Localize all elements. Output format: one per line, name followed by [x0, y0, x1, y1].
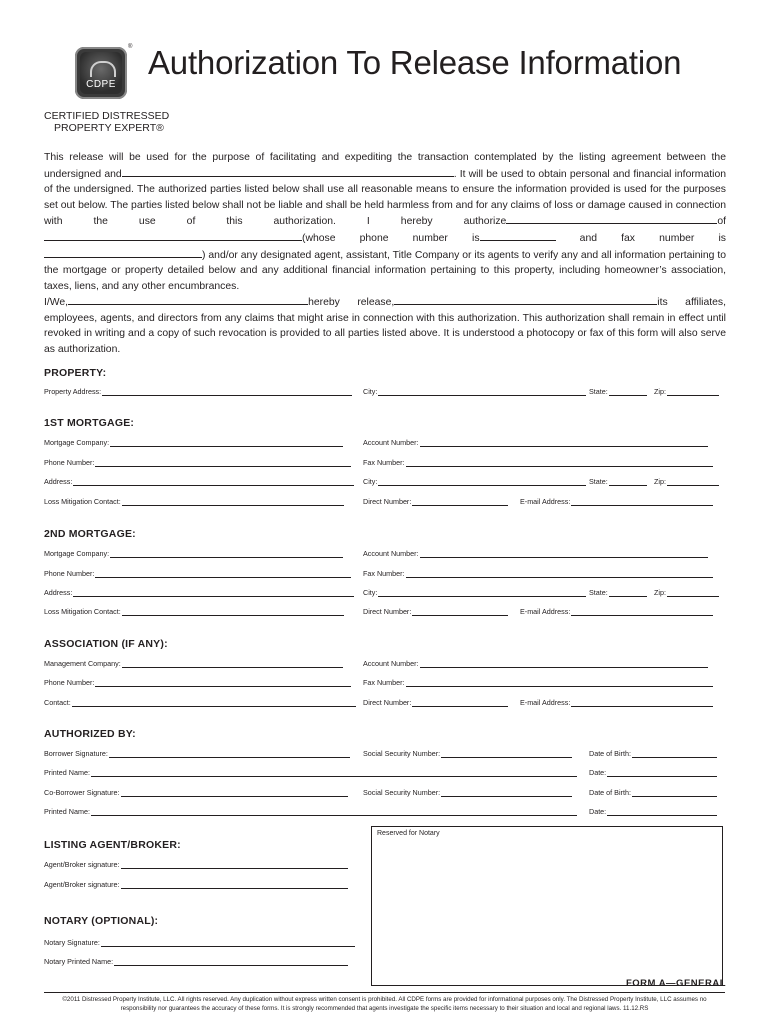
co-borrower-date-input[interactable]: [607, 806, 717, 816]
property-zip-input[interactable]: [667, 386, 719, 396]
sunburst-icon: [90, 61, 116, 77]
m2-company-row: Mortgage Company: Account Number:: [44, 548, 721, 560]
authorized-party-field[interactable]: [506, 213, 522, 224]
property-state-input[interactable]: [609, 386, 647, 396]
para1-text5: and fax number is: [579, 232, 727, 244]
co-borrower-printed-name-row: Printed Name: Date:: [44, 806, 721, 818]
assoc-contact-input[interactable]: [72, 697, 356, 707]
release-paragraph: [44, 150, 726, 294]
m1-direct-number-input[interactable]: [412, 496, 508, 506]
m2-loss-contact-input[interactable]: [122, 606, 344, 616]
m2-city-input[interactable]: [378, 587, 586, 597]
property-address-row: Property Address: City: State: Zip:: [44, 386, 721, 398]
m2-email-input[interactable]: [571, 606, 713, 616]
notary-signature-input[interactable]: [101, 937, 355, 947]
notary-printed-name-row: Notary Printed Name:: [44, 956, 362, 968]
section-notary: NOTARY (OPTIONAL):: [44, 915, 159, 927]
page-title: Authorization To Release Information: [148, 44, 682, 81]
property-address-input[interactable]: [102, 386, 352, 396]
authorized-fax-field[interactable]: [44, 247, 202, 258]
copyright-notice: ©2011 Distressed Property Institute, LLC. All rights reserved. Any duplication without express written consent is prohibited. All CDPE forms are provided for informational purposes only. The Distressed Property Institute, LLC assumes no responsibility nor guarantees the accuracy of these forms. It is strongly recommended that agents investigate the specific items necessary to their situation and local and regional laws. 11.12.RS: [62, 996, 707, 1012]
agent-signature-row-2: Agent/Broker signature:: [44, 879, 362, 891]
borrower-date-input[interactable]: [607, 767, 717, 777]
m2-address-row: Address: City: State: Zip:: [44, 587, 721, 599]
m1-phone-input[interactable]: [95, 457, 351, 467]
co-borrower-printed-name-input[interactable]: [91, 806, 577, 816]
assoc-company-input[interactable]: [122, 658, 343, 668]
m1-email-input[interactable]: [571, 496, 713, 506]
m1-zip-input[interactable]: [667, 476, 719, 486]
co-borrower-signature-input[interactable]: [121, 787, 348, 797]
hold-harmless-paragraph: [44, 294, 726, 357]
footer-divider: [44, 992, 725, 993]
m1-state-input[interactable]: [609, 476, 647, 486]
undersigned-party-field[interactable]: [122, 166, 454, 177]
notary-signature-row: Notary Signature:: [44, 937, 362, 949]
m1-company-input[interactable]: [110, 437, 343, 447]
m2-zip-input[interactable]: [667, 587, 719, 597]
m2-company-input[interactable]: [110, 548, 343, 558]
para1-text2: . It will be used to obtain personal and financial information of the undersigned. The authorized parties listed below shall use all reasonable means to ensure the information provided is used for the purposes set out below. The parties listed below shall not be liable and shall be held harmless from and for any claims of loss or damage caused in connection with the use of this authorization. I hereby authorize: [44, 168, 726, 228]
m1-phone-row: Phone Number: Fax Number:: [44, 457, 721, 469]
para1-text6: ) and/or any designated agent, assistant, Title Company or its agents to verify any and all information pertaining to the mortgage or property detailed below and any additional financial information pertaining to this property, including homeowner’s association, taxes, liens, and any other encumbrances.: [44, 249, 726, 292]
para1-text4: (whose phone number is: [302, 232, 480, 244]
section-property: PROPERTY:: [44, 367, 107, 379]
para1-text3: of: [717, 216, 726, 228]
section-authorized-by: AUTHORIZED BY:: [44, 728, 136, 740]
m1-company-row: Mortgage Company: Account Number:: [44, 437, 721, 449]
para2-text2: hereby release,: [308, 297, 395, 308]
notary-printed-name-input[interactable]: [114, 956, 348, 966]
assoc-contact-row: Contact: Direct Number: E-mail Address:: [44, 697, 721, 709]
assoc-phone-input[interactable]: [95, 677, 351, 687]
para2-text1: I/We,: [44, 297, 69, 308]
assoc-email-input[interactable]: [571, 697, 713, 707]
borrower-names-field[interactable]: [68, 294, 308, 305]
m1-loss-contact-input[interactable]: [122, 496, 344, 506]
m1-address-row: Address: City: State: Zip:: [44, 476, 721, 488]
m1-loss-mitigation-row: Loss Mitigation Contact: Direct Number: E-mail Address:: [44, 496, 721, 508]
assoc-direct-number-input[interactable]: [412, 697, 508, 707]
m2-state-input[interactable]: [609, 587, 647, 597]
logo-text: CDPE: [86, 79, 116, 90]
m1-account-input[interactable]: [420, 437, 708, 447]
m2-loss-mitigation-row: Loss Mitigation Contact: Direct Number: E-mail Address:: [44, 606, 721, 618]
borrower-signature-input[interactable]: [109, 748, 350, 758]
assoc-fax-input[interactable]: [406, 677, 713, 687]
authorized-party-field-cont[interactable]: [522, 213, 717, 224]
para2-text3: its affiliates, employees, agents, and directors from any claims that might arise in connection with this authorization. This authorization shall remain in effect until revoked in writing and a copy of such revocation is provided to all parties listed above. It is understood a photocopy or fax of this form will also serve as authorization.: [44, 297, 726, 355]
borrower-ssn-input[interactable]: [441, 748, 572, 758]
section-listing-agent: LISTING AGENT/BROKER:: [44, 839, 181, 851]
section-2nd-mortgage: 2ND MORTGAGE:: [44, 528, 136, 540]
tagline-line1: CERTIFIED DISTRESSED: [44, 110, 170, 122]
section-1st-mortgage: 1ST MORTGAGE:: [44, 417, 135, 429]
m2-address-input[interactable]: [73, 587, 354, 597]
co-borrower-signature-row: Co-Borrower Signature: Social Security Number: Date of Birth:: [44, 787, 721, 799]
borrower-signature-row: Borrower Signature: Social Security Number: Date of Birth:: [44, 748, 721, 760]
borrower-printed-name-input[interactable]: [91, 767, 577, 777]
m2-direct-number-input[interactable]: [412, 606, 508, 616]
authorized-company-field[interactable]: [44, 230, 302, 241]
m1-fax-input[interactable]: [406, 457, 713, 467]
assoc-company-row: Management Company: Account Number:: [44, 658, 721, 670]
m2-phone-input[interactable]: [95, 568, 351, 578]
released-party-field[interactable]: [394, 294, 657, 305]
para1-text1: This release will be used for the purpose of facilitating and expediting the transaction contemplated by the listing agreement between the undersigned and: [44, 152, 726, 180]
m1-address-input[interactable]: [73, 476, 354, 486]
agent-signature-input-2[interactable]: [121, 879, 348, 889]
co-borrower-dob-input[interactable]: [632, 787, 717, 797]
m2-account-input[interactable]: [420, 548, 708, 558]
section-association: ASSOCIATION (IF ANY):: [44, 638, 168, 650]
assoc-phone-row: Phone Number: Fax Number:: [44, 677, 721, 689]
borrower-dob-input[interactable]: [632, 748, 717, 758]
registered-mark: ®: [128, 44, 133, 50]
borrower-printed-name-row: Printed Name: Date:: [44, 767, 721, 779]
tagline-line2: PROPERTY EXPERT®: [54, 122, 164, 134]
m2-fax-input[interactable]: [406, 568, 713, 578]
logo-tagline: [44, 110, 169, 134]
notary-reserved-label: Reserved for Notary: [377, 830, 440, 837]
m1-city-input[interactable]: [378, 476, 586, 486]
agent-signature-row-1: Agent/Broker signature:: [44, 859, 362, 871]
assoc-account-input[interactable]: [420, 658, 708, 668]
notary-reserved-box: [371, 826, 723, 986]
cdpe-logo: [75, 47, 127, 99]
co-borrower-ssn-input[interactable]: [441, 787, 572, 797]
property-city-input[interactable]: [378, 386, 586, 396]
form-label: FORM A—GENERAL: [625, 978, 726, 989]
authorized-phone-field[interactable]: [480, 230, 556, 241]
agent-signature-input-1[interactable]: [121, 859, 348, 869]
m2-phone-row: Phone Number: Fax Number:: [44, 568, 721, 580]
